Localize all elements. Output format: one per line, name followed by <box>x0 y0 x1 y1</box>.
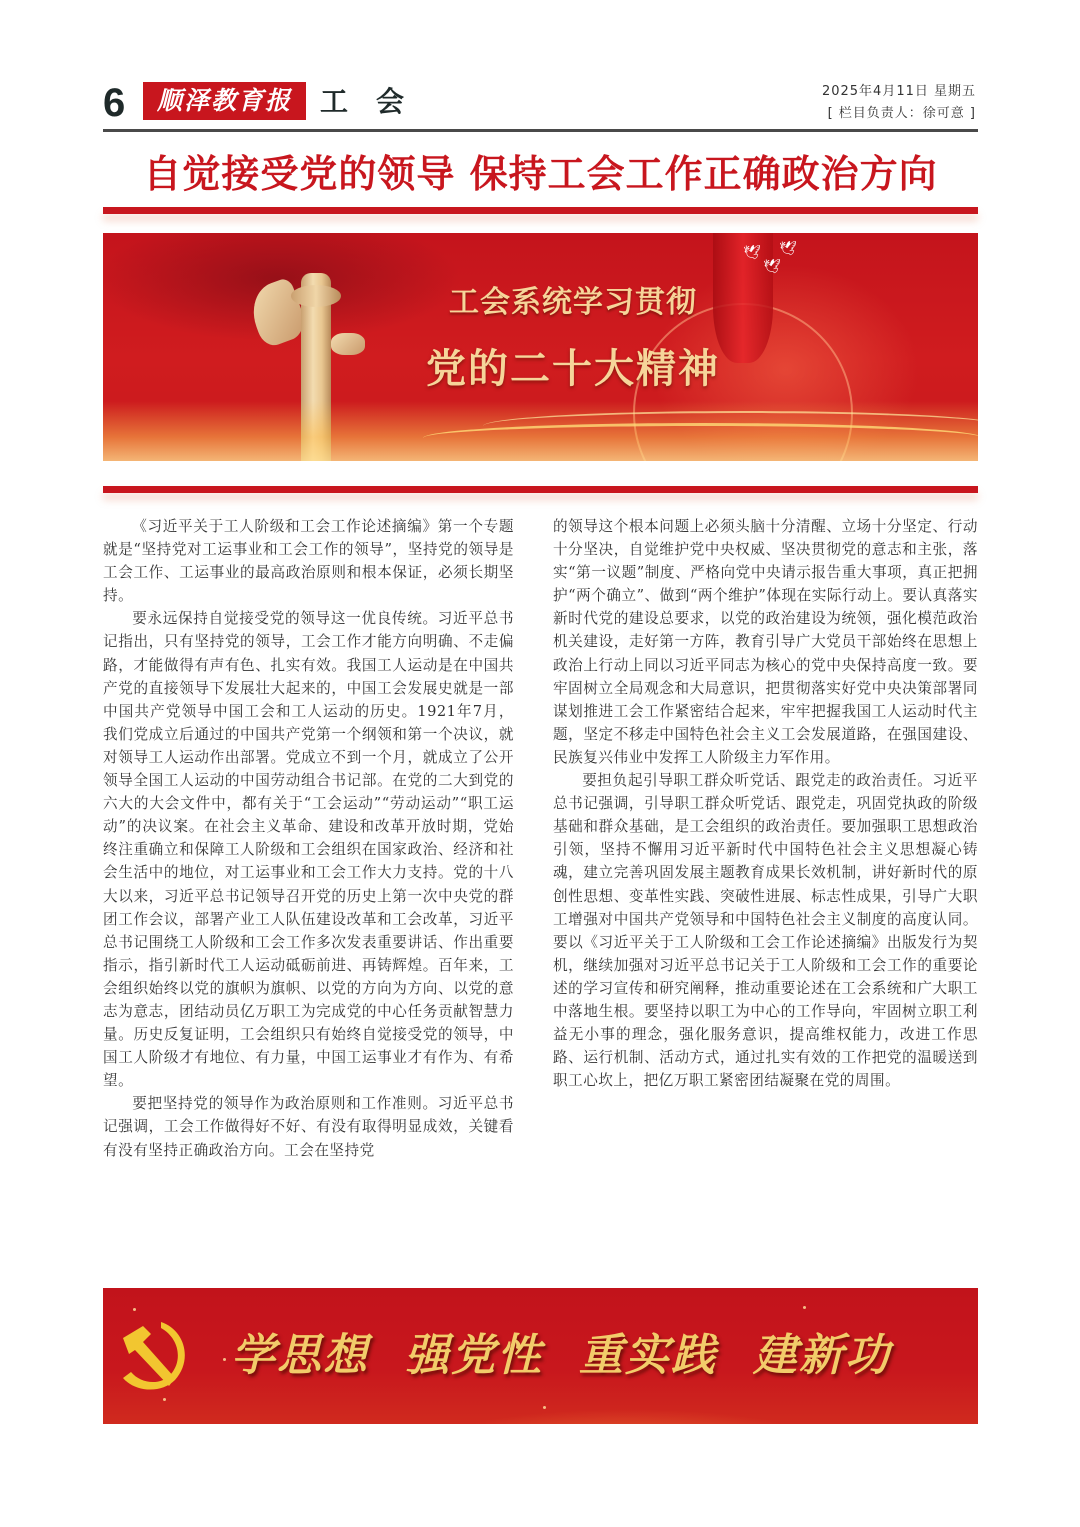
dove-icon: 🕊 <box>743 245 761 261</box>
banner-subtitle: 党的二十大精神 <box>426 346 720 392</box>
article-headline: 自觉接受党的领导 保持工会工作正确政治方向 <box>143 152 938 196</box>
slogan-phrase: 强党性 <box>405 1330 543 1381</box>
dove-icon: 🕊 <box>779 241 797 257</box>
huabiao-wing-decoration <box>331 333 365 355</box>
paper-name-logo: 顺泽教育报 <box>143 82 306 120</box>
huabiao-cap-decoration <box>291 285 341 307</box>
sparkle-decoration <box>163 1398 166 1401</box>
paragraph: 要永远保持自觉接受党的领导这一优良传统。习近平总书记指出，只有坚持党的领导，工会工作才能方向明确、不走偏路，才能做得有声有色、扎实有效。我国工人运动是在中国共产党的直接领导下发展壮大起来的，中国工会发展史就是一部中国共产党领导中国工会和工人运动的历史。1921年7月，我们党成立后通过的中国共产党第一个纲领和第一个决议，就对领导工人运动作出部署。党成立不到一个月，就成立了公开领导全国工人运动的中国劳动组合书记部。在党的二大到党的六大的大会文件中，都有关于“工会运动”“劳动运动”“职工运动”的决议案。在社会主义革命、建设和改革开放时期，党始终注重确立和保障工人阶级和工会组织在国家政治、经济和社会生活中的地位，对工运事业和工会工作大力支持。党的十八大以来，习近平总书记领导召开党的历史上第一次中央党的群团工作会议，部署产业工人队伍建设改革和工会改革，习近平总书记围绕工人阶级和工会工作多次发表重要讲话、作出重要指示，指引新时代工人运动砥砺前进、再铸辉煌。百年来，工会组织始终以党的旗帜为旗帜、以党的方向为方向、以党的意志为意志，团结动员亿万职工为完成党的中心任务贡献智慧力量。历史反复证明，工会组织只有始终自觉接受党的领导，中国工人阶级才有地位、有力量，中国工运事业才有作为、有希望。 <box>103 610 514 1090</box>
party-emblem-icon <box>113 1316 193 1396</box>
headline-divider <box>103 207 978 214</box>
sparkle-decoration <box>133 1308 136 1311</box>
sparkle-decoration <box>223 1358 226 1361</box>
banner-title: 工会系统学习贯彻 <box>449 285 697 320</box>
sparkle-decoration <box>803 1306 806 1309</box>
article-column-right <box>553 515 978 1092</box>
section-name: 工会 <box>320 85 433 118</box>
paragraph: 《习近平关于工人阶级和工会工作论述摘编》第一个专题就是“坚持党对工运事业和工会工作的领导”，坚持党的领导是工会工作、工运事业的最高政治原则和根本保证，必须长期坚持。 <box>103 518 514 605</box>
slogan-phrase: 重实践 <box>579 1330 717 1381</box>
masthead-divider <box>103 129 978 132</box>
masthead <box>103 78 978 130</box>
dove-icon: 🕊 <box>763 259 781 275</box>
sparkle-decoration <box>543 1406 546 1409</box>
slogan-text <box>231 1328 927 1384</box>
issue-date: 2025年4月11日 星期五 <box>821 84 976 99</box>
slogan-banner-image <box>103 1288 978 1424</box>
article-column-left <box>103 515 514 1162</box>
slogan-phrase: 建新功 <box>753 1330 891 1381</box>
banner-divider <box>103 486 978 493</box>
column-editor: [ 栏目负责人：徐可意 ] <box>827 106 976 121</box>
golden-wave-decoration <box>483 411 978 441</box>
paragraph: 要担负起引导职工群众听党话、跟党走的政治责任。习近平总书记强调，引导职工群众听党话、跟党走，巩固党执政的阶级基础和群众基础，是工会组织的政治责任。要加强职工思想政治引领，坚持不懈用习近平新时代中国特色社会主义思想凝心铸魂，建立完善巩固发展主题教育成果长效机制，讲好新时代的原创性思想、变革性实践、突破性进展、标志性成果，引导广大职工增强对中国共产党领导和中国特色社会主义制度的高度认同。要以《习近平关于工人阶级和工会工作论述摘编》出版发行为契机，继续加强对习近平总书记关于工人阶级和工会工作的重要论述的学习宣传和研究阐释，推动重要论述在工会系统和广大职工中落地生根。要坚持以职工为中心的工作导向，牢固树立职工利益无小事的理念，强化服务意识，提高维权能力，改进工作思路、运行机制、活动方式，通过扎实有效的工作把党的温暖送到职工心坎上，把亿万职工紧密团结凝聚在党的周围。 <box>553 772 978 1090</box>
paragraph: 的领导这个根本问题上必须头脑十分清醒、立场十分坚定、行动十分坚决，自觉维护党中央权威、坚决贯彻党的意志和主张，落实“第一议题”制度、严格向党中央请示报告重大事项，真正把拥护“两个确立”、做到“两个维护”体现在实际行动上。要认真落实新时代党的建设总要求，以党的政治建设为统领，强化模范政治机关建设，走好第一方阵，教育引导广大党员干部始终在思想上政治上行动上同以习近平同志为核心的党中央保持高度一致。要牢固树立全局观念和大局意识，把贯彻落实好党中央决策部署同谋划推进工会工作紧密结合起来，牢牢把握我国工人运动时代主题，坚定不移走中国特色社会主义工会发展道路，在强国建设、民族复兴伟业中发挥工人阶级主力军作用。 <box>553 518 978 766</box>
slogan-phrase: 学思想 <box>231 1330 369 1381</box>
page-number: 6 <box>103 81 126 125</box>
paragraph: 要把坚持党的领导作为政治原则和工作准则。习近平总书记强调，工会工作做得好不好、有没有取得明显成效，关键看有没有坚持正确政治方向。工会在坚持党 <box>103 1095 514 1159</box>
hero-banner-image <box>103 233 978 461</box>
